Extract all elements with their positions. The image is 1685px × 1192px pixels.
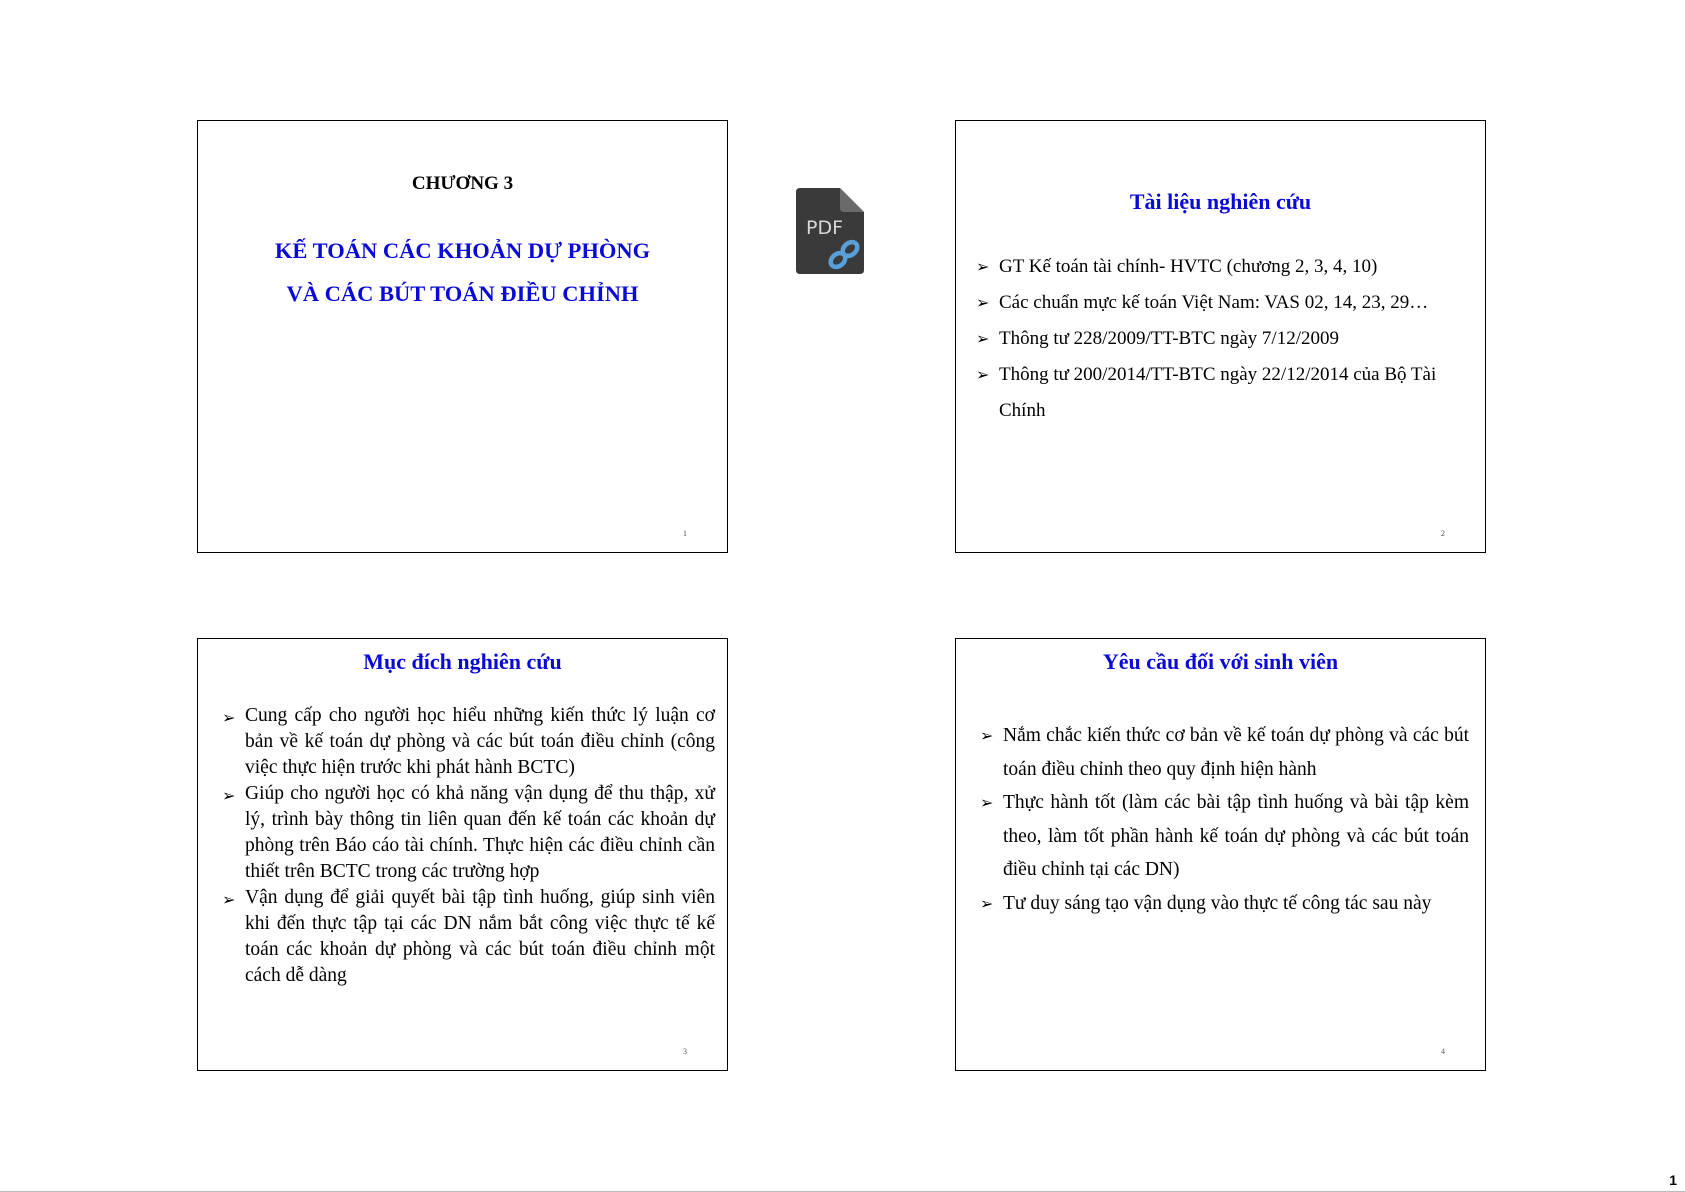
- slide-page-number: 1: [683, 529, 687, 538]
- bullet-list: [980, 719, 1469, 920]
- slide-1: [197, 120, 728, 553]
- list-item: ➢ Các chuẩn mực kế toán Việt Nam: VAS 02, 14, 23, 29…: [976, 285, 1471, 321]
- slide-4: [955, 638, 1486, 1071]
- list-item: ➢ Giúp cho người học có khả năng vận dụng để thu thập, xử lý, trình bày thông tin liên quan đến kế toán các khoản dự phòng trên Báo cáo tài chính. Thực hiện các điều chỉnh cần thiết trên BCTC trong các trường hợp: [222, 781, 715, 885]
- bullet-list: [976, 249, 1471, 429]
- chapter-label: CHƯƠNG 3: [411, 173, 514, 194]
- slide-page-number: 3: [683, 1047, 687, 1056]
- pdf-icon-label: PDF: [806, 217, 844, 239]
- slide-heading: Yêu cầu đối với sinh viên: [1102, 649, 1339, 674]
- slide-heading: Mục đích nghiên cứu: [363, 649, 562, 674]
- list-item: ➢ Thông tư 228/2009/TT-BTC ngày 7/12/2009: [976, 321, 1471, 357]
- list-item: ➢ Nắm chắc kiến thức cơ bản về kế toán dự phòng và các bút toán điều chỉnh theo quy định hiện hành: [980, 719, 1469, 786]
- list-item: ➢ Thông tư 200/2014/TT-BTC ngày 22/12/2014 của Bộ Tài Chính: [976, 357, 1471, 429]
- slide-3: [197, 638, 728, 1071]
- list-item: ➢ Vận dụng để giải quyết bài tập tình huống, giúp sinh viên khi đến thực tập tại các DN nắm bắt công việc thực tế kế toán các khoản dự phòng và các bút toán điều chỉnh một cách dễ dàng: [222, 885, 715, 989]
- list-item: ➢ GT Kế toán tài chính- HVTC (chương 2, 3, 4, 10): [976, 249, 1471, 285]
- title-line-2: VÀ CÁC BÚT TOÁN ĐIỀU CHỈNH: [286, 281, 639, 306]
- title-line-1: KẾ TOÁN CÁC KHOẢN DỰ PHÒNG: [274, 238, 651, 263]
- list-item: ➢ Tư duy sáng tạo vận dụng vào thực tế công tác sau này: [980, 887, 1469, 921]
- bullet-list: [222, 703, 715, 989]
- slide-title: [198, 229, 727, 315]
- list-item: ➢ Cung cấp cho người học hiểu những kiến thức lý luận cơ bản về kế toán dự phòng và các bút toán điều chỉnh (công việc thực hiện trước khi phát hành BCTC): [222, 703, 715, 781]
- list-item: ➢ Thực hành tốt (làm các bài tập tình huống và bài tập kèm theo, làm tốt phần hành kế toán dự phòng và các bút toán điều chỉnh tại các DN): [980, 786, 1469, 887]
- pdf-link-icon[interactable]: [794, 186, 866, 276]
- slide-page-number: 2: [1441, 529, 1445, 538]
- slide-2: [955, 120, 1486, 553]
- slide-page-number: 4: [1441, 1047, 1445, 1056]
- slide-heading: Tài liệu nghiên cứu: [1129, 189, 1312, 214]
- sheet-page-number: 1: [1669, 1172, 1677, 1188]
